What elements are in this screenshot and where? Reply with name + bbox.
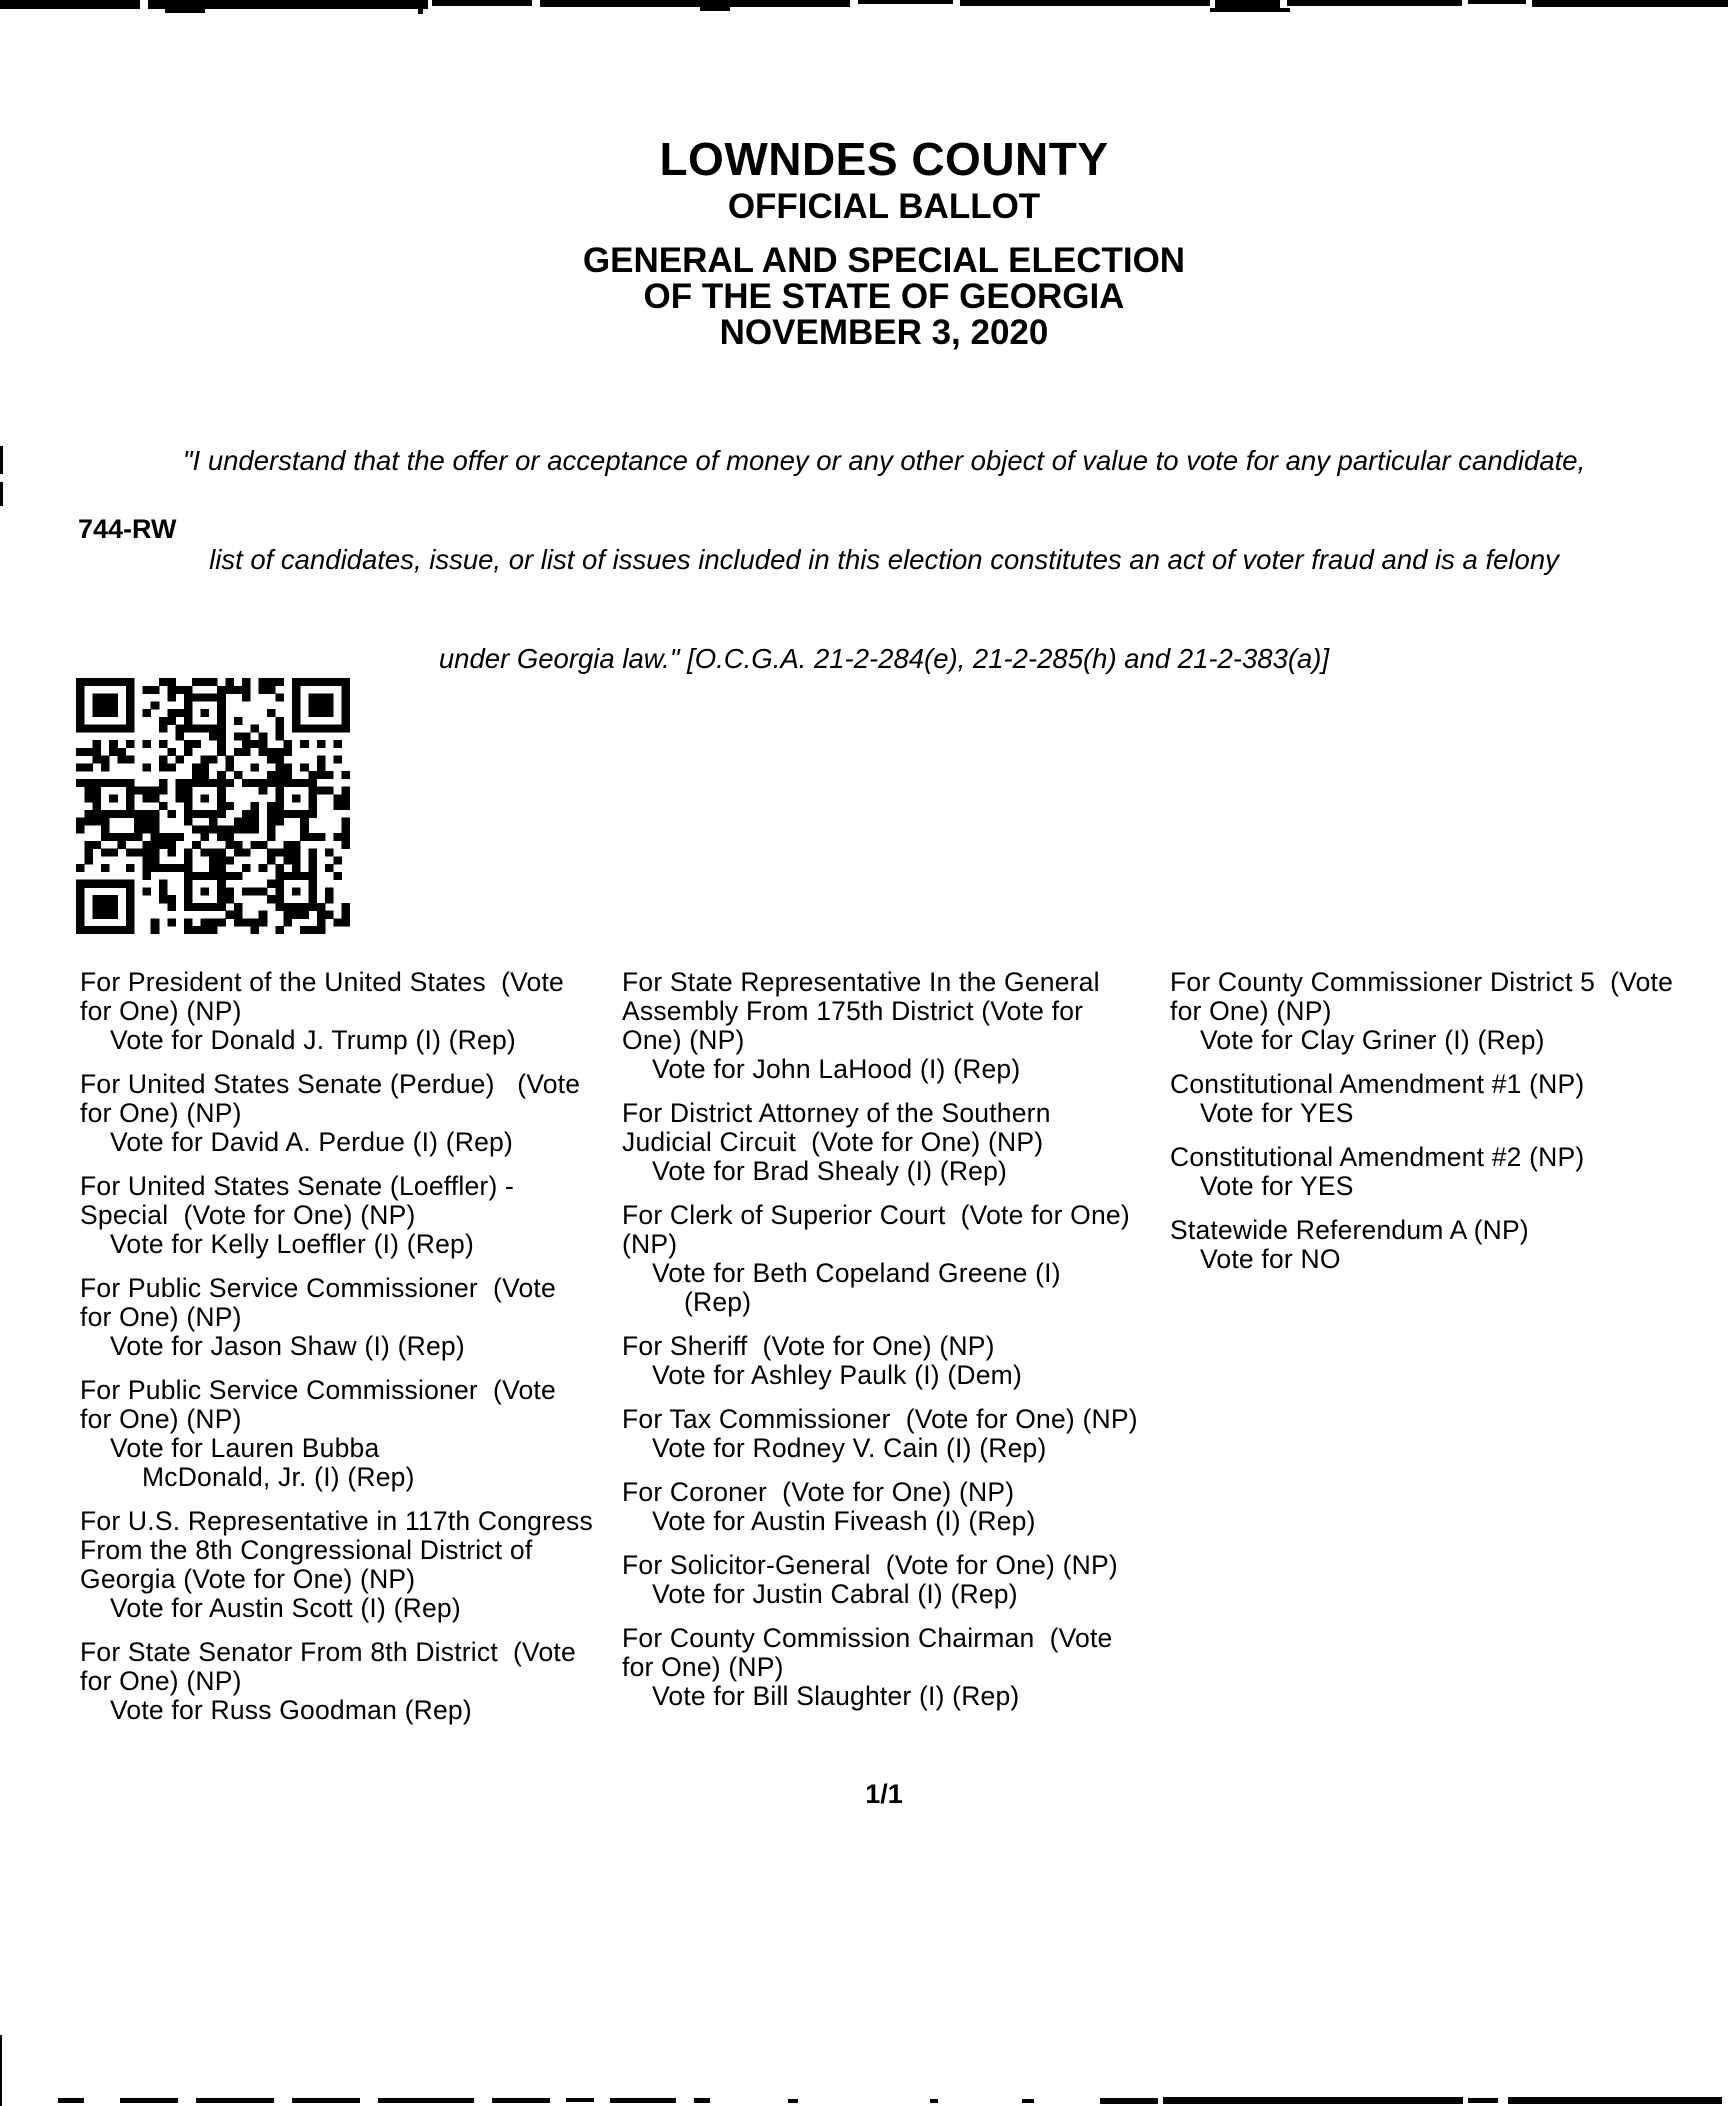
contest-title-line: for One) (NP) xyxy=(80,1098,242,1128)
contest xyxy=(80,1507,593,1623)
election-title-line1: GENERAL AND SPECIAL ELECTION xyxy=(582,241,1186,280)
contest-title-line: For State Senator From 8th District (Vote xyxy=(80,1637,576,1667)
contest-title-line: for One) (NP) xyxy=(80,1404,242,1434)
contest xyxy=(80,1172,593,1259)
contest-title-line: for One) (NP) xyxy=(80,996,242,1026)
page-number: 1/1 xyxy=(865,1779,903,1809)
ballot-column-2 xyxy=(622,968,1138,1726)
ballot-column-1 xyxy=(80,968,593,1740)
contest xyxy=(1170,1143,1673,1201)
disclaimer-line: "I understand that the offer or acceptance of money or any other object of value to vote for any particular candidate, xyxy=(182,445,1586,476)
contest-title-line: Constitutional Amendment #1 (NP) xyxy=(1170,1069,1585,1099)
contest-title-line: For Coroner (Vote for One) (NP) xyxy=(622,1477,1015,1507)
contest-title-line: Statewide Referendum A (NP) xyxy=(1170,1215,1529,1245)
contest-title-line: For United States Senate (Loeffler) - xyxy=(80,1171,515,1201)
contest-title-line: For President of the United States (Vote xyxy=(80,967,564,997)
vote-line: Vote for Rodney V. Cain (I) (Rep) xyxy=(652,1433,1047,1463)
contest xyxy=(622,1332,1138,1390)
ballot-column-3 xyxy=(1170,968,1673,1289)
contest-title-line: For Tax Commissioner (Vote for One) (NP) xyxy=(622,1404,1138,1434)
contest-title-line: For United States Senate (Perdue) (Vote xyxy=(80,1069,581,1099)
ballot-form-number: 744-RW xyxy=(78,514,177,544)
disclaimer-line: under Georgia law." [O.C.G.A. 21-2-284(e), 21-2-285(h) and 21-2-383(a)] xyxy=(438,643,1330,674)
contest xyxy=(80,1638,593,1725)
vote-line: Vote for YES xyxy=(1200,1171,1354,1201)
contest-title-line: For County Commissioner District 5 (Vote xyxy=(1170,967,1674,997)
qr-code xyxy=(76,678,350,934)
contest xyxy=(80,1070,593,1157)
contest xyxy=(622,1405,1138,1463)
vote-line: Vote for Bill Slaughter (I) (Rep) xyxy=(652,1681,1020,1711)
contest-title-line: Special (Vote for One) (NP) xyxy=(80,1200,416,1230)
vote-line: Vote for Jason Shaw (I) (Rep) xyxy=(110,1331,465,1361)
election-title-line2: OF THE STATE OF GEORGIA xyxy=(643,277,1125,316)
contest-title-line: For County Commission Chairman (Vote xyxy=(622,1623,1113,1653)
contest xyxy=(1170,1070,1673,1128)
contest-title-line: Georgia (Vote for One) (NP) xyxy=(80,1564,416,1594)
vote-line: Vote for Justin Cabral (I) (Rep) xyxy=(652,1579,1018,1609)
contest-title-line: One) (NP) xyxy=(622,1025,745,1055)
contest xyxy=(80,1376,593,1492)
contest-title-line: For U.S. Representative in 117th Congress xyxy=(80,1506,593,1536)
vote-line: Vote for YES xyxy=(1200,1098,1354,1128)
contest xyxy=(622,1478,1138,1536)
vote-line: Vote for David A. Perdue (I) (Rep) xyxy=(110,1127,514,1157)
contest xyxy=(80,1274,593,1361)
vote-line: Vote for Kelly Loeffler (I) (Rep) xyxy=(110,1229,475,1259)
contest xyxy=(80,968,593,1055)
contest xyxy=(622,1551,1138,1609)
contest-title-line: (NP) xyxy=(622,1229,678,1259)
contest xyxy=(1170,1216,1673,1274)
contest-title-line: From the 8th Congressional District of xyxy=(80,1535,533,1565)
contest-title-line: For Sheriff (Vote for One) (NP) xyxy=(622,1331,995,1361)
contest-title-line: For State Representative In the General xyxy=(622,967,1100,997)
contest-title-line: Judicial Circuit (Vote for One) (NP) xyxy=(622,1127,1044,1157)
contest-title-line: for One) (NP) xyxy=(1170,996,1332,1026)
contest xyxy=(622,1099,1138,1186)
contest-title-line: for One) (NP) xyxy=(80,1666,242,1696)
contest-title-line: For Public Service Commissioner (Vote xyxy=(80,1375,556,1405)
vote-line: Vote for Beth Copeland Greene (I) xyxy=(652,1258,1061,1288)
page-title: LOWNDES COUNTY xyxy=(659,133,1109,185)
vote-line: Vote for Austin Fiveash (I) (Rep) xyxy=(652,1506,1036,1536)
contest-title-line: For Clerk of Superior Court (Vote for One) xyxy=(622,1200,1130,1230)
contest-title-line: for One) (NP) xyxy=(80,1302,242,1332)
ballot-type-title: OFFICIAL BALLOT xyxy=(727,187,1041,226)
contest-title-line: For District Attorney of the Southern xyxy=(622,1098,1051,1128)
contest-title-line: For Public Service Commissioner (Vote xyxy=(80,1273,556,1303)
vote-line: Vote for Austin Scott (I) (Rep) xyxy=(110,1593,461,1623)
vote-line: Vote for Brad Shealy (I) (Rep) xyxy=(652,1156,1008,1186)
disclaimer-line: list of candidates, issue, or list of issues included in this election constitutes an act of voter fraud and is a felony xyxy=(209,544,1559,575)
vote-line: Vote for John LaHood (I) (Rep) xyxy=(652,1054,1021,1084)
contest xyxy=(622,1201,1138,1317)
vote-line: Vote for Donald J. Trump (I) (Rep) xyxy=(110,1025,516,1055)
contest-title-line: for One) (NP) xyxy=(622,1652,784,1682)
vote-line: Vote for Clay Griner (I) (Rep) xyxy=(1200,1025,1545,1055)
contest xyxy=(622,1624,1138,1711)
election-date: NOVEMBER 3, 2020 xyxy=(719,313,1049,352)
contest xyxy=(622,968,1138,1084)
vote-line: Vote for Russ Goodman (Rep) xyxy=(110,1695,472,1725)
vote-line: Vote for NO xyxy=(1200,1244,1341,1274)
vote-line: (Rep) xyxy=(684,1287,752,1317)
vote-line: Vote for Ashley Paulk (I) (Dem) xyxy=(652,1360,1022,1390)
contest xyxy=(1170,968,1673,1055)
vote-line: McDonald, Jr. (I) (Rep) xyxy=(142,1462,415,1492)
contest-title-line: For Solicitor-General (Vote for One) (NP) xyxy=(622,1550,1118,1580)
contest-title-line: Assembly From 175th District (Vote for xyxy=(622,996,1084,1026)
vote-line: Vote for Lauren Bubba xyxy=(110,1433,380,1463)
contest-title-line: Constitutional Amendment #2 (NP) xyxy=(1170,1142,1585,1172)
